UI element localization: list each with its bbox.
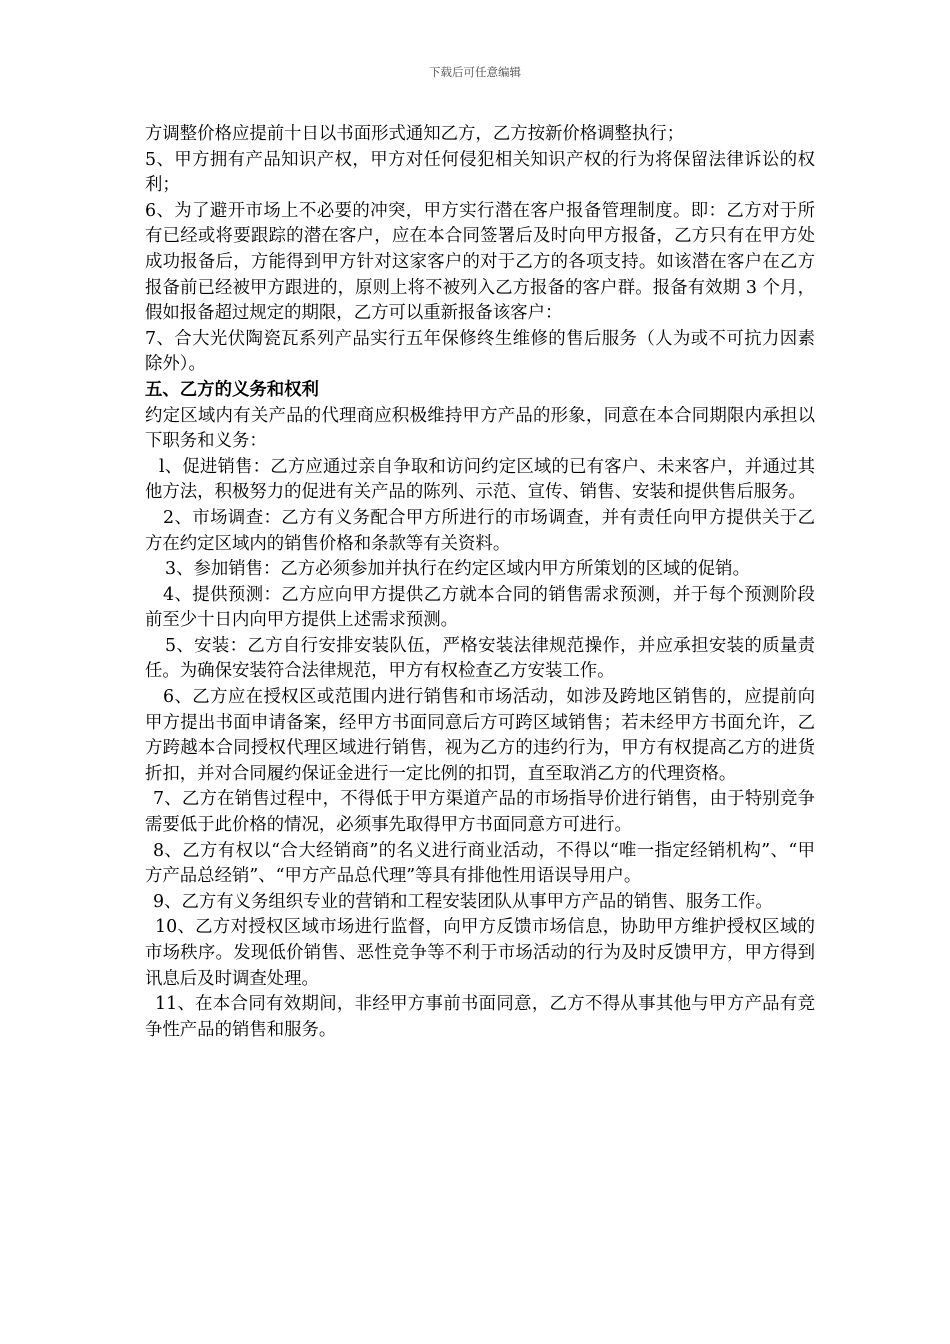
- paragraph: 6、乙方应在授权区或范围内进行销售和市场活动，如涉及跨地区销售的，应提前向甲方提出书面申请备案，经甲方书面同意后方可跨区域销售；若未经甲方书面允许，乙方跨越本合同授权代理区域进行销售，视为乙方的违约行为，甲方有权提高乙方的进货折扣，并对合同履约保证金进行一定比例的扣罚，直至取消乙方的代理资格。: [145, 687, 815, 784]
- paragraph: 约定区域内有关产品的代理商应积极维持甲方产品的形象，同意在本合同期限内承担以下职务和义务：: [145, 405, 815, 452]
- paragraph: 6、为了避开市场上不必要的冲突，甲方实行潜在客户报备管理制度。即：乙方对于所有已经或将要跟踪的潜在客户，应在本合同签署后及时向甲方报备，乙方只有在甲方处成功报备后，方能得到甲方针对这家客户的对于乙方的各项支持。如该潜在客户在乙方报备前已经被甲方跟进的，原则上将不被列入乙方报备的客户群。报备有效期 3 个月，假如报备超过规定的期限，乙方可以重新报备该客户：: [145, 200, 815, 324]
- paragraph: 7、乙方在销售过程中，不得低于甲方渠道产品的市场指导价进行销售，由于特别竞争需要低于此价格的情况，必须事先取得甲方书面同意方可进行。: [145, 789, 815, 836]
- paragraph: 11、在本合同有效期间，非经甲方事前书面同意，乙方不得从事其他与甲方产品有竞争性产品的销售和服务。: [145, 994, 815, 1040]
- section-heading: 五、乙方的义务和权利: [145, 379, 319, 400]
- document-body: [145, 122, 815, 1043]
- paragraph: 8、乙方有权以“合大经销商”的名义进行商业活动，不得以“唯一指定经销机构”、“甲方产品总经销”、“甲方产品总代理”等具有排他性用语误导用户。: [145, 840, 815, 887]
- paragraph: 3、参加销售：乙方必须参加并执行在约定区域内甲方所策划的区域的促销。: [165, 559, 750, 580]
- page-header: 下载后可任意编辑: [429, 65, 521, 79]
- paragraph: 5、安装：乙方自行安排安装队伍，严格安装法律规范操作，并应承担安装的质量责任。为确保安装符合法律规范，甲方有权检查乙方安装工作。: [145, 635, 815, 682]
- paragraph: 5、甲方拥有产品知识产权，甲方对任何侵犯相关知识产权的行为将保留法律诉讼的权利；: [145, 149, 815, 196]
- paragraph: 10、乙方对授权区域市场进行监督，向甲方反馈市场信息，协助甲方维护授权区域的市场秩序。发现低价销售、恶性竞争等不利于市场活动的行为及时反馈甲方，甲方得到讯息后及时调查处理。: [145, 917, 815, 989]
- paragraph: 4、提供预测：乙方应向甲方提供乙方就本合同的销售需求预测，并于每个预测阶段前至少十日内向甲方提供上述需求预测。: [145, 584, 815, 631]
- paragraph: 9、乙方有义务组织专业的营销和工程安装团队从事甲方产品的销售、服务工作。: [153, 891, 773, 912]
- paragraph: 2、市场调查：乙方有义务配合甲方所进行的市场调查，并有责任向甲方提供关于乙方在约定区域内的销售价格和条款等有关资料。: [145, 507, 815, 554]
- paragraph: 7、合大光伏陶瓷瓦系列产品实行五年保修终生维修的售后服务（人为或不可抗力因素除外）。: [145, 328, 815, 375]
- paragraph: l、促进销售：乙方应通过亲自争取和访问约定区域的已有客户、未来客户，并通过其他方法，积极努力的促进有关产品的陈列、示范、宣传、销售、安装和提供售后服务。: [145, 456, 815, 503]
- paragraph: 方调整价格应提前十日以书面形式通知乙方，乙方按新价格调整执行；: [145, 124, 685, 144]
